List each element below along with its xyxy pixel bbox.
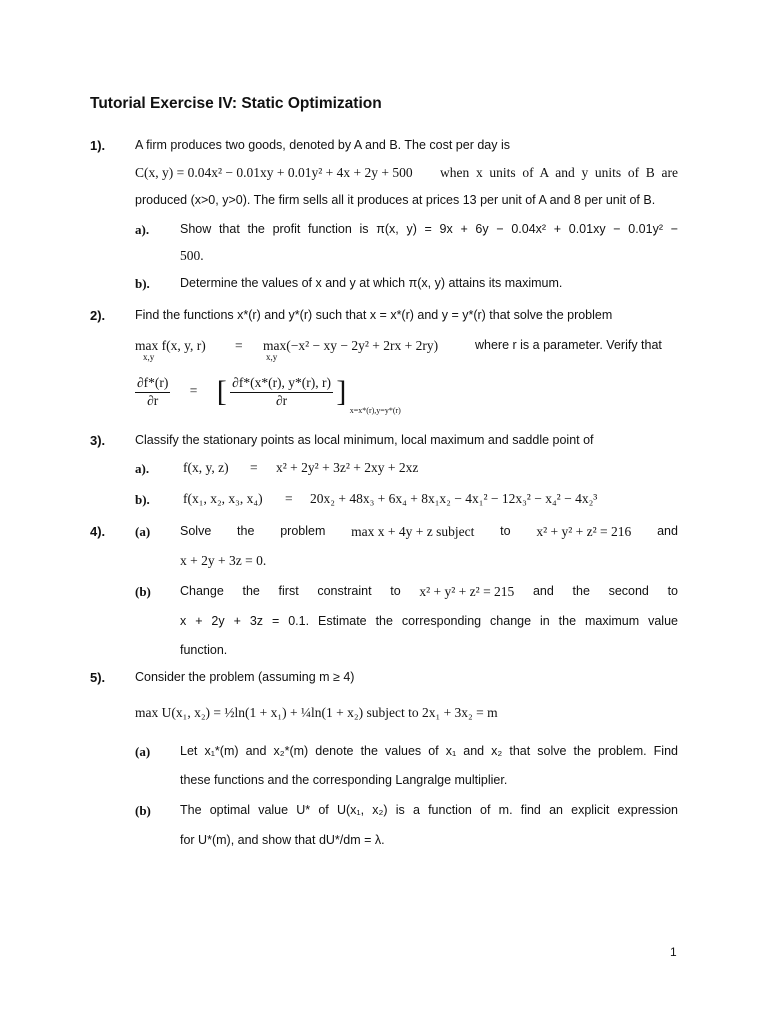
q3b-lhs: f(x₁, x₂, x₃, x₄) bbox=[183, 491, 263, 506]
q4b-word: to bbox=[667, 584, 678, 598]
q1-cost-equation: C(x, y) = 0.04x² − 0.01xy + 0.01y² + 4x + 2y + 500 bbox=[135, 165, 413, 180]
q4a-label: (a) bbox=[135, 524, 151, 539]
q4a-word: the bbox=[237, 524, 255, 538]
q3a-rhs: x² + 2y² + 3z² + 2xy + 2xz bbox=[276, 460, 419, 475]
q1b-text: Determine the values of x and y at which π(x, y) attains its maximum. bbox=[180, 276, 563, 290]
q2-frac-left bbox=[135, 375, 170, 408]
q1-production-text: produced (x>0, y>0). The firm sells all it produces at prices 13 per unit of A and 8 per unit of B. bbox=[135, 193, 656, 207]
q4a-word: and bbox=[657, 524, 678, 538]
q2-intro: Find the functions x*(r) and y*(r) such that x = x*(r) and y = y*(r) that solve the problem bbox=[135, 308, 613, 322]
q1-when-text: when x units of A and y units of B are bbox=[440, 165, 678, 180]
q3a-lhs: f(x, y, z) bbox=[183, 460, 229, 475]
q4b-word: first bbox=[278, 584, 299, 598]
q4b-word: second bbox=[608, 584, 649, 598]
q5b-label: (b) bbox=[135, 803, 151, 818]
q1a-label: a). bbox=[135, 222, 150, 237]
q2-bracket-close: ] bbox=[336, 375, 347, 408]
q4b-line3: function. bbox=[180, 643, 228, 657]
q3a-label: a). bbox=[135, 461, 150, 476]
q3b-rhs: 20x₂ + 48x₃ + 6x₄ + 8x₁x₂ − 4x₁² − 12x₃² − x₄² − 4x₂³ bbox=[310, 491, 598, 506]
q2-max-lhs: max f(x, y, r) bbox=[135, 338, 206, 353]
q5b-line2: for U*(m), and show that dU*/dm = λ. bbox=[180, 833, 385, 847]
q5a-line2: these functions and the corresponding Langralge multiplier. bbox=[180, 773, 508, 787]
q2-frac-right-num: ∂f*(x*(r), y*(r), r) bbox=[230, 375, 333, 392]
q4b-word: and bbox=[532, 584, 554, 598]
q3-number: 3). bbox=[90, 433, 106, 448]
q3-intro: Classify the stationary points as local minimum, local maximum and saddle point of bbox=[135, 433, 594, 447]
q4-number: 4). bbox=[90, 524, 106, 539]
q4a-objective: max x + 4y + z subject bbox=[351, 524, 475, 539]
q1-intro: A firm produces two goods, denoted by A and B. The cost per day is bbox=[135, 138, 510, 152]
q5b-line1: The optimal value U* of U(x₁, x₂) is a function of m. find an explicit expression bbox=[180, 803, 678, 817]
q5-problem: max U(x₁, x₂) = ½ln(1 + x₁) + ¼ln(1 + x₂) subject to 2x₁ + 3x₂ = m bbox=[135, 705, 498, 720]
q4b-word: constraint bbox=[317, 584, 372, 598]
q1-number: 1). bbox=[90, 138, 106, 153]
q4b-new-constraint1: x² + y² + z² = 215 bbox=[419, 584, 515, 599]
q2-frac-right-den: ∂r bbox=[276, 392, 288, 408]
q4a-constraint1: x² + y² + z² = 216 bbox=[536, 524, 632, 539]
q1b-label: b). bbox=[135, 276, 150, 291]
q5-intro: Consider the problem (assuming m ≥ 4) bbox=[135, 670, 355, 684]
q5a-line1: Let x₁*(m) and x₂*(m) denote the values of x₁ and x₂ that solve the problem. Find bbox=[180, 744, 678, 758]
q3b-label: b). bbox=[135, 492, 150, 507]
q4a-constraint2: x + 2y + 3z = 0. bbox=[180, 553, 267, 568]
q4b-label: (b) bbox=[135, 584, 151, 599]
q4a-word: Solve bbox=[180, 524, 212, 538]
q4b-line2: x + 2y + 3z = 0.1. Estimate the corresponding change in the maximum value bbox=[180, 614, 678, 628]
q5-number: 5). bbox=[90, 670, 106, 685]
q2-max-rhs: max(−x² − xy − 2y² + 2rx + 2ry) bbox=[263, 338, 439, 353]
q2-frac-left-num: ∂f*(r) bbox=[135, 375, 170, 392]
q4a-word: to bbox=[500, 524, 511, 538]
q2-bracket-open: [ bbox=[216, 375, 227, 408]
q4a-line1 bbox=[180, 524, 678, 540]
q1a-continuation: 500. bbox=[180, 248, 204, 263]
q4b-word: to bbox=[390, 584, 401, 598]
q2-max-rhs-subscript: x,y bbox=[266, 352, 278, 362]
q2-tail: where r is a parameter. Verify that bbox=[475, 338, 662, 352]
q4b-word: the bbox=[242, 584, 260, 598]
q5a-label: (a) bbox=[135, 744, 151, 759]
q2-number: 2). bbox=[90, 308, 106, 323]
q2-identity-equals: = bbox=[189, 383, 198, 399]
q4b-word: the bbox=[572, 584, 590, 598]
q3a-equals: = bbox=[250, 460, 258, 475]
q1a-text: Show that the profit function is π(x, y) = 9x + 6y − 0.04x² + 0.01xy − 0.01y² − bbox=[180, 222, 678, 236]
q2-max-subscript: x,y bbox=[143, 352, 155, 362]
q2-equals: = bbox=[235, 338, 243, 353]
q2-eval-point: x=x*(r),y=y*(r) bbox=[349, 406, 401, 416]
q2-frac-left-den: ∂r bbox=[147, 392, 159, 408]
q4b-word: Change bbox=[180, 584, 224, 598]
q3b-equals: = bbox=[285, 491, 293, 506]
q4a-word: problem bbox=[280, 524, 326, 538]
q2-frac-right bbox=[230, 375, 333, 408]
q2-identity bbox=[135, 374, 401, 416]
page-title: Tutorial Exercise IV: Static Optimization bbox=[90, 95, 382, 112]
page-number: 1 bbox=[670, 945, 677, 959]
q4b-line1 bbox=[180, 584, 678, 600]
